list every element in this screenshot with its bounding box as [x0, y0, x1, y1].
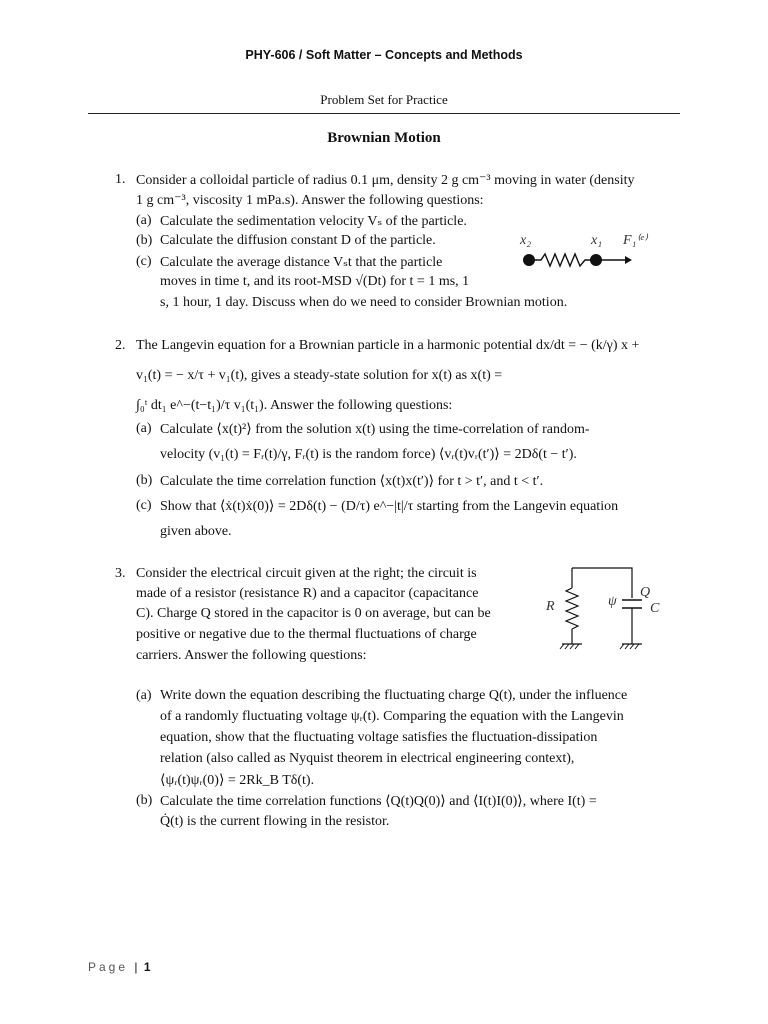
problem-3-line: C). Charge Q stored in the capacitor is 0 on average, but can be — [136, 606, 491, 621]
document-subtitle: Problem Set for Practice — [320, 92, 448, 107]
problem-3-line: made of a resistor (resistance R) and a capacitor (capacitance — [136, 586, 479, 601]
problem-3-part-text: Write down the equation describing the fluctuating charge Q(t), under the influence — [160, 688, 628, 703]
problem-2-part-cont: velocity (v₁(t) = Fᵣ(t)/γ, Fᵣ(t) is the random force) ⟨vᵣ(t)vᵣ(t′)⟩ = 2Dδ(t − t′). — [160, 447, 577, 462]
problem-2-part-cont: given above. — [160, 524, 232, 539]
resistor — [566, 588, 578, 629]
problem-1-line: Consider a colloidal particle of radius 0.1 μm, density 2 g cm⁻³ moving in water (density — [136, 173, 635, 188]
problem-2-part-label: (a) — [136, 421, 152, 436]
ground-hatch-right — [620, 644, 639, 649]
problem-2-line: ∫₀ᵗ dt₁ e^−(t−t₁)/τ v₁(t₁). Answer the following questions: — [136, 398, 453, 413]
force-label: F₁⁽ᵉ⁾ — [623, 233, 647, 248]
problem-3-part-cont: of a randomly fluctuating voltage ψᵣ(t). Comparing the equation with the Langevin — [160, 709, 624, 724]
problem-3-part-text: Calculate the time correlation functions ⟨Q(t)Q(0)⟩ and ⟨I(t)I(0)⟩, where I(t) = — [160, 794, 597, 809]
resistor-label: R — [546, 599, 555, 614]
problem-2-line: v₁(t) = − x/τ + v₁(t), gives a steady-state solution for x(t) as x(t) = — [136, 368, 503, 383]
circuit-top-wire — [572, 568, 632, 598]
voltage-label: ψ — [608, 594, 617, 609]
problem-3-line: Consider the electrical circuit given at the right; the circuit is — [136, 566, 477, 581]
capacitor-label: C — [650, 601, 660, 616]
ground-hatch-left — [560, 644, 579, 649]
charge-label: Q — [640, 585, 651, 600]
footer-page-number: 1 — [143, 960, 151, 974]
problem-3-part-label: (b) — [136, 793, 153, 808]
problem-3-part-cont: equation, show that the fluctuating voltage satisfies the fluctuation-dissipation — [160, 730, 598, 745]
problem-1-part-label: (b) — [136, 233, 153, 248]
footer-page-word: Page — [88, 960, 129, 974]
rc-circuit-figure — [538, 560, 668, 660]
problem-1-part-text: Calculate the diffusion constant D of the particle. — [160, 233, 436, 248]
problem-3-number: 3. — [115, 566, 126, 581]
problem-2-part-label: (c) — [136, 498, 152, 513]
spring-particle-figure — [515, 228, 675, 273]
problem-2-line: The Langevin equation for a Brownian particle in a harmonic potential dx/dt = − (k/γ) x + — [136, 338, 640, 353]
spring — [535, 254, 591, 266]
particle-x1 — [590, 254, 602, 266]
problem-1-line: 1 g cm⁻³, viscosity 1 mPa.s). Answer the following questions: — [136, 193, 484, 208]
x2-label: x₂ — [520, 233, 532, 248]
problem-1-number: 1. — [115, 172, 126, 187]
problem-3-part-cont: relation (also called as Nyquist theorem in electrical engineering context), — [160, 751, 575, 766]
problem-1-part-text: Calculate the sedimentation velocity Vₛ of the particle. — [160, 214, 467, 229]
force-arrow-head — [625, 256, 632, 264]
course-title: PHY-606 / Soft Matter – Concepts and Methods — [245, 48, 523, 62]
problem-2-part-text: Calculate the time correlation function ⟨x(t)x(t′)⟩ for t > t′, and t < t′. — [160, 474, 544, 489]
problem-3-part-cont: Q̇(t) is the current flowing in the resistor. — [160, 814, 390, 829]
problem-3-part-label: (a) — [136, 688, 152, 703]
problem-2-part-text: Calculate ⟨x(t)²⟩ from the solution x(t) using the time-correlation of random- — [160, 422, 590, 437]
problem-2-part-text: Show that ⟨ẋ(t)ẋ(0)⟩ = 2Dδ(t) − (D/τ) e^−|t|/τ starting from the Langevin equation — [160, 499, 619, 514]
x1-label: x₁ — [591, 233, 603, 248]
problem-1-part-cont: s, 1 hour, 1 day. Discuss when do we need to consider Brownian motion. — [160, 295, 568, 310]
footer-separator: | — [134, 960, 138, 974]
problem-1-part-label: (a) — [136, 213, 152, 228]
problem-2-number: 2. — [115, 338, 126, 353]
particle-x2 — [523, 254, 535, 266]
problem-1-part-label: (c) — [136, 254, 152, 269]
header-rule — [88, 113, 680, 114]
problem-2-part-label: (b) — [136, 473, 153, 488]
problem-3-line: positive or negative due to the thermal fluctuations of charge — [136, 627, 477, 642]
page-footer — [88, 960, 151, 974]
problem-1-part-cont: moves in time t, and its root-MSD √(Dt) for t = 1 ms, 1 — [160, 274, 470, 289]
page-title: Brownian Motion — [327, 130, 441, 146]
problem-3-part-cont: ⟨ψᵣ(t)ψᵣ(0)⟩ = 2Rk_B Tδ(t). — [160, 773, 315, 788]
problem-3-line: carriers. Answer the following questions: — [136, 648, 367, 663]
problem-1-part-text: Calculate the average distance Vₛt that the particle — [160, 255, 443, 270]
